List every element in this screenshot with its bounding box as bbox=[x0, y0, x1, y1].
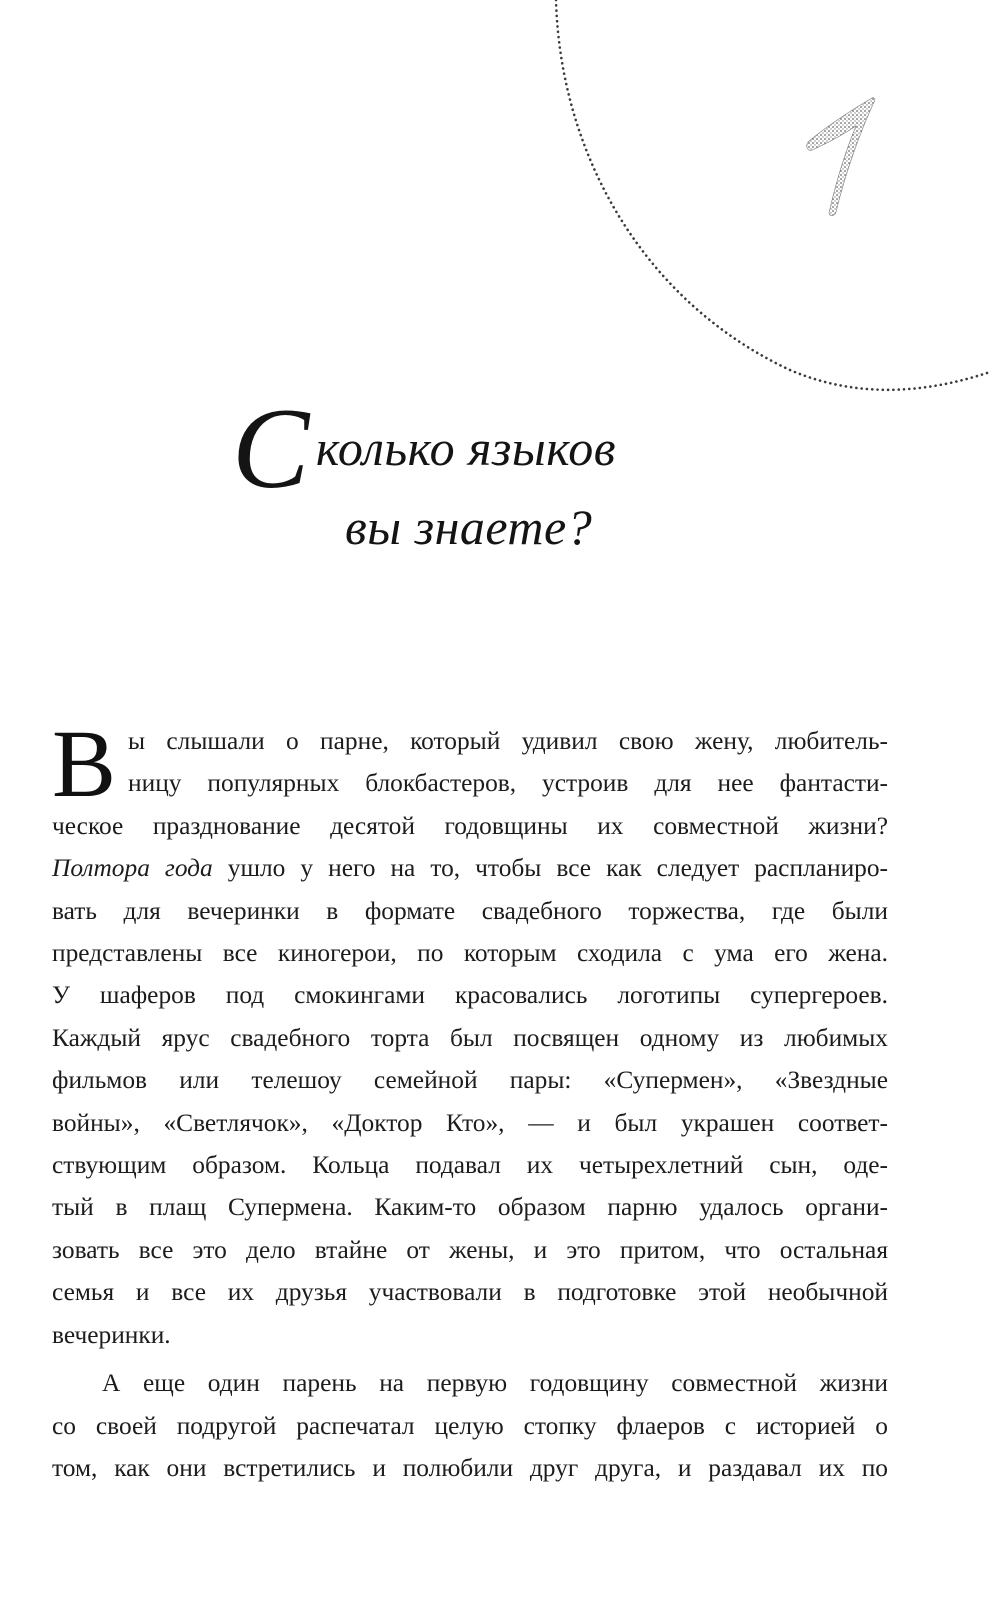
text-line: войны», «Светлячок», «Доктор Кто», — и был украшен соответ- bbox=[52, 1108, 888, 1137]
text-line: Каждый ярус свадебного торта был посвящен одному из любимых bbox=[52, 1023, 888, 1052]
text-line bbox=[52, 847, 888, 889]
chapter-number-ornament bbox=[800, 90, 890, 230]
chapter-title bbox=[0, 385, 1000, 563]
drop-cap: В bbox=[52, 710, 117, 817]
italic-emphasis: Полтора года bbox=[52, 854, 213, 883]
chapter-title-line-1 bbox=[0, 385, 1000, 513]
text-line-rest: ушло у него на то, чтобы все как следует распланиро- bbox=[212, 854, 889, 883]
text-line: ы слышали о парне, который удивил свою жену, любитель- bbox=[128, 727, 888, 755]
chapter-title-line-1-text: колько языков bbox=[315, 420, 616, 476]
text-line: семья и все их друзья участвовали в подготовке этой необычной bbox=[52, 1278, 888, 1307]
text-line: ческое празднование десятой годовщины их совместной жизни? bbox=[52, 811, 888, 840]
text-line: том, как они встретились и полюбили друг друга, и раздавал их по bbox=[52, 1453, 888, 1482]
text-line: У шаферов под смокингами красовались логотипы супергероев. bbox=[52, 981, 888, 1010]
text-line: вать для вечеринки в формате свадебного торжества, где были bbox=[52, 896, 888, 925]
paragraph-1 bbox=[52, 710, 889, 1356]
text-line: ствующим образом. Кольца подавал их четырехлетний сын, оде- bbox=[52, 1151, 888, 1180]
text-line: со своей подругой распечатал целую стопку флаеров с историей о bbox=[52, 1411, 888, 1440]
text-line: зовать все это дело втайне от жены, и это притом, что остальная bbox=[52, 1235, 888, 1264]
text-line: фильмов или телешоу семейной пары: «Супермен», «Звездные bbox=[52, 1066, 888, 1095]
text-line: А еще один парень на первую годовщину совместной жизни bbox=[102, 1369, 888, 1398]
text-line: ницу популярных блокбастеров, устроив для нее фантасти- bbox=[128, 769, 888, 798]
body-text bbox=[52, 710, 889, 1489]
text-line: представлены все киногерои, по которым сходила с ума его жена. bbox=[52, 939, 888, 968]
text-line: вечеринки. bbox=[52, 1320, 171, 1349]
text-line: тый в плащ Супермена. Каким-то образом парню удалось органи- bbox=[52, 1193, 888, 1222]
paragraph-2 bbox=[52, 1362, 888, 1489]
chapter-title-initial: С bbox=[232, 385, 310, 513]
chapter-title-line-2: вы знаете? bbox=[345, 499, 593, 555]
